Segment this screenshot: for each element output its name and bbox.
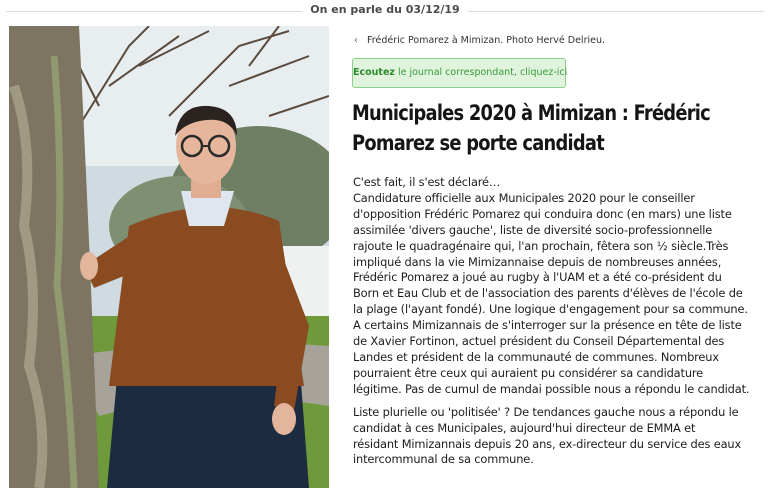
body-line: rajoute le quadragénaire qui, l'an prochain, fêtera son ½ siècle.Très — [353, 238, 729, 253]
body-line: Born et Eau Club et de l'association des parents d'élèves de l'école de — [353, 286, 743, 301]
body-line: C'est fait, il s'est déclaré… — [353, 175, 501, 189]
listen-button-strong: Ecoutez — [353, 67, 395, 78]
body-line: résidant Mimizannais depuis 20 ans, ex-directeur du service des eaux — [353, 436, 742, 451]
article-body — [353, 175, 768, 468]
body-line: légitime. Pas de cumul de mandai possible nous a répondu le candidat. — [353, 381, 750, 396]
section-date-label: On en parle du 03/12/19 — [302, 3, 467, 16]
body-line: Candidature officielle aux Municipales 2020 pour le conseiller — [353, 190, 695, 205]
listen-button-label: le journal correspondant, cliquez-ici — [394, 67, 568, 78]
body-line: pourraient être ceux qui auraient pu considérer sa candidature — [353, 365, 704, 380]
body-line: Liste plurielle ou 'politisée' ? De tendances gauche nous a répondu le — [353, 404, 739, 419]
body-line: la plage (l'ayant fondé). Une logique d'engagement pour sa commune. — [353, 302, 748, 317]
chevron-left-icon[interactable]: ‹ — [354, 35, 358, 46]
body-line: assimilée 'divers gauche', liste de diversité socio-professionnelle — [353, 222, 713, 237]
paragraph-gap — [353, 398, 768, 405]
paragraph-2 — [353, 405, 768, 469]
body-line: intercommunal de sa commune. — [353, 452, 534, 467]
article-headline — [352, 99, 710, 159]
body-line: Frédéric Pomarez a joué au rugby à l'UAM et a été co-président du — [353, 270, 722, 285]
photo-caption-text: Frédéric Pomarez à Mimizan. Photo Hervé Delrieu. — [367, 35, 606, 46]
photo-caption — [354, 35, 754, 49]
article-photo — [9, 26, 329, 488]
body-line: A certains Mimizannais de s'interroger sur la présence en tête de liste — [353, 318, 742, 333]
section-header — [0, 0, 770, 22]
body-line: d'opposition Frédéric Pomarez qui conduira donc (en mars) une liste — [353, 206, 732, 221]
headline-line: Pomarez se porte candidat — [352, 131, 604, 156]
headline-line: Municipales 2020 à Mimizan : Frédéric — [352, 101, 710, 126]
body-line: candidat à ces Municipales, aujourd'hui directeur de EMMA et — [353, 420, 696, 435]
paragraph-1 — [353, 175, 768, 398]
body-line: Landes et président de la communauté de communes. Nombreux — [353, 349, 719, 364]
body-line: de Xavier Fortinon, actuel président du Conseil Départemental des — [353, 334, 725, 349]
listen-newspaper-button[interactable] — [352, 58, 566, 88]
body-line: impliqué dans la vie Mimizannaise depuis de nombreuses années, — [353, 254, 722, 269]
